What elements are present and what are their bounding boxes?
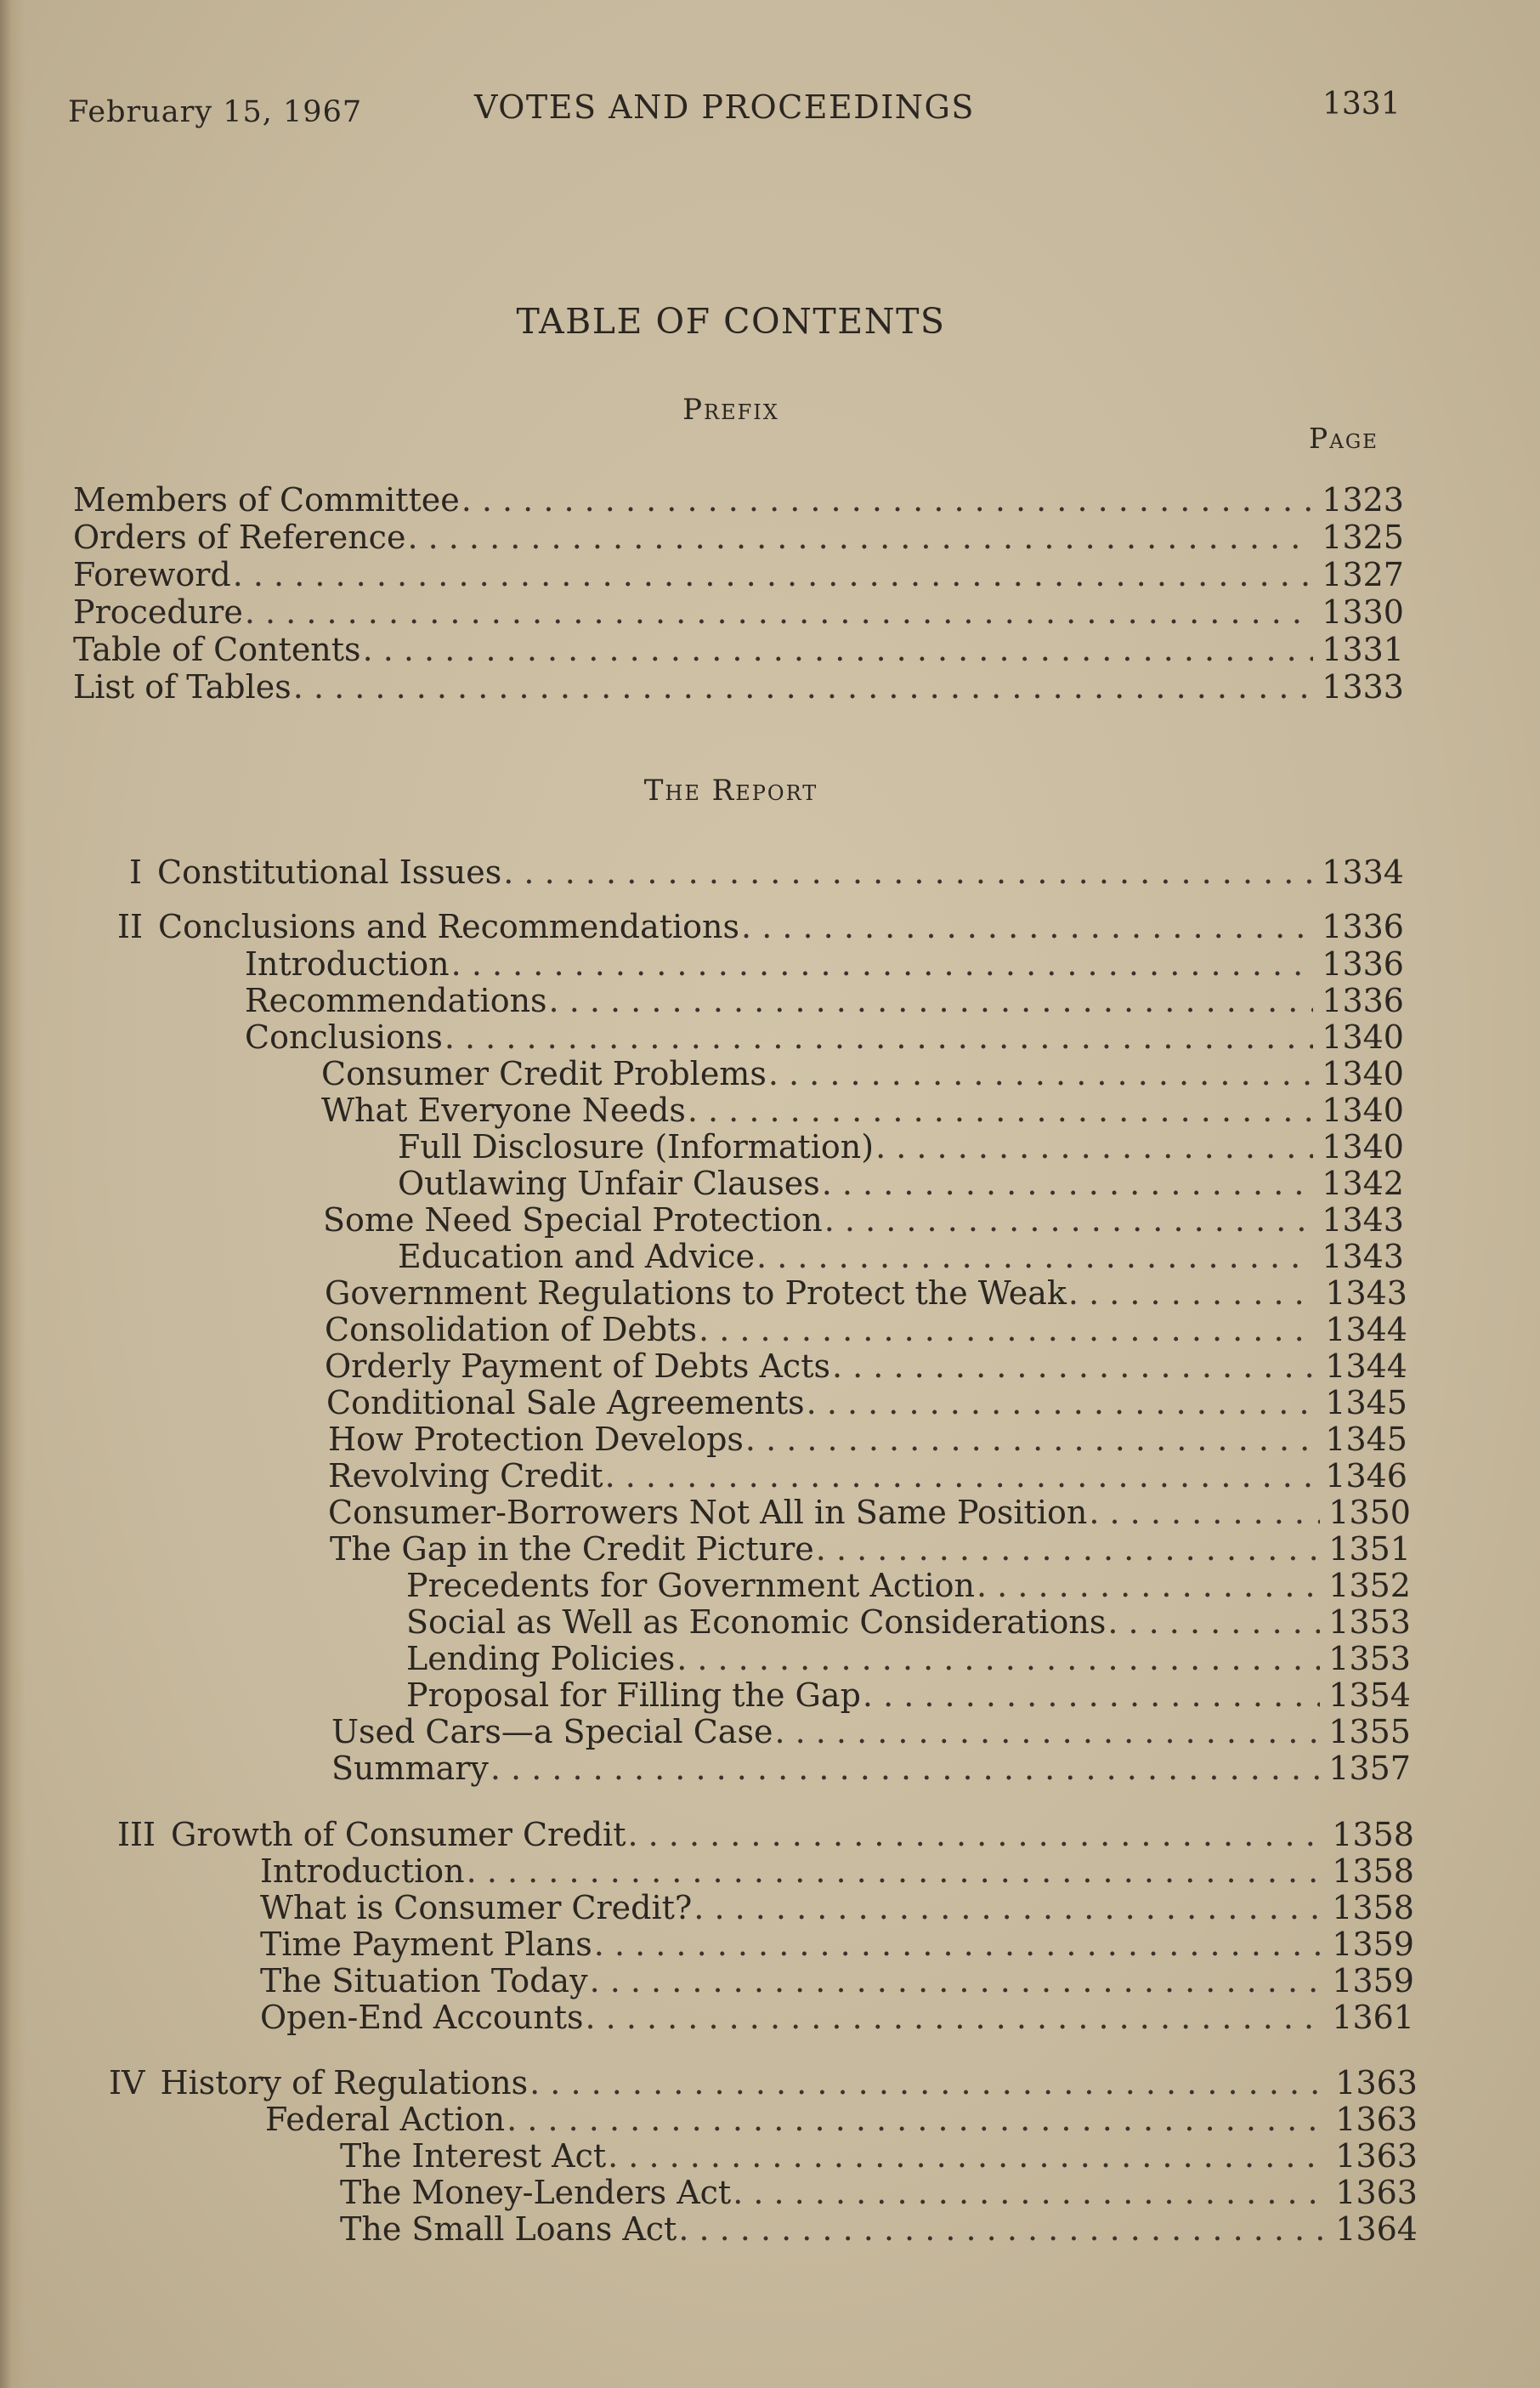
dot-leader: [503, 854, 1313, 891]
entry-label: Open-End Accounts: [260, 1999, 584, 2036]
entry-page-number: 1346: [1325, 1457, 1407, 1495]
report-entry: [406, 1676, 1411, 1714]
dot-leader: [594, 1926, 1324, 1963]
entry-label: Outlawing Unfair Clauses: [398, 1165, 820, 1202]
entry-page-number: 1363: [1335, 2064, 1418, 2102]
entry-page-number: 1354: [1328, 1676, 1411, 1714]
entry-label: Conclusions and Recommendations: [158, 908, 740, 945]
entry-page-number: 1358: [1332, 1889, 1414, 1926]
entry-page-number: 1340: [1322, 1092, 1404, 1129]
report-entry: [325, 1274, 1407, 1312]
dot-leader: [245, 593, 1313, 631]
entry-label: Revolving Credit: [328, 1457, 603, 1495]
header-page-number: 1331: [1322, 87, 1401, 122]
entry-page-number: 1325: [1322, 519, 1404, 556]
entry-page-number: 1352: [1328, 1567, 1411, 1604]
entry-section-number: IV: [109, 2064, 145, 2102]
entry-label: Summary: [331, 1750, 489, 1787]
header-date: February 15, 1967: [68, 95, 363, 129]
dot-leader: [1089, 1494, 1320, 1531]
entry-label: Used Cars—a Special Case: [331, 1713, 773, 1750]
report-entry: [129, 854, 1404, 891]
entry-label: Foreword: [73, 556, 231, 593]
dot-leader: [549, 982, 1314, 1019]
entry-section-number: II: [117, 908, 144, 945]
report-entry: [260, 1852, 1414, 1890]
entry-label: The Situation Today: [260, 1962, 588, 1999]
entry-page-number: 1361: [1332, 1999, 1414, 2036]
entry-page-number: 1343: [1325, 1274, 1407, 1312]
entry-page-number: 1330: [1322, 593, 1404, 631]
entry-label: Members of Committee: [73, 481, 460, 519]
report-entry: [340, 2210, 1418, 2248]
entry-page-number: 1340: [1322, 1128, 1404, 1166]
report-entry: [398, 1128, 1404, 1166]
dot-leader: [407, 519, 1313, 556]
dot-leader: [233, 556, 1314, 593]
dot-leader: [444, 1018, 1313, 1056]
entry-page-number: 1345: [1325, 1384, 1407, 1421]
dot-leader: [741, 908, 1313, 945]
dot-leader: [694, 1889, 1323, 1926]
dot-leader: [699, 1311, 1316, 1348]
dot-leader: [605, 1457, 1317, 1495]
entry-page-number: 1358: [1332, 1852, 1414, 1890]
entry-label: Growth of Consumer Credit: [171, 1816, 626, 1853]
entry-label: Education and Advice: [398, 1238, 756, 1275]
entry-label: Introduction: [260, 1852, 465, 1890]
entry-label: Orderly Payment of Debts Acts: [325, 1347, 830, 1385]
entry-label: Federal Action: [265, 2101, 506, 2138]
dot-leader: [590, 1962, 1324, 1999]
dot-leader: [529, 2064, 1327, 2102]
dot-leader: [733, 2174, 1327, 2211]
dot-leader: [824, 1201, 1314, 1239]
entry-page-number: 1358: [1332, 1816, 1414, 1853]
entry-label: The Money-Lenders Act: [340, 2174, 732, 2211]
entry-label: Procedure: [73, 593, 243, 631]
toc-title: TABLE OF CONTENTS: [516, 301, 946, 342]
report-entry: [117, 1816, 1414, 1853]
entry-page-number: 1343: [1322, 1238, 1404, 1275]
entry-page-number: 1333: [1322, 668, 1404, 706]
dot-leader: [1107, 1603, 1320, 1641]
entry-label: Time Payment Plans: [260, 1926, 592, 1963]
entry-page-number: 1351: [1328, 1530, 1411, 1568]
entry-label: Recommendations: [245, 982, 547, 1019]
entry-label: Consolidation of Debts: [325, 1311, 698, 1348]
entry-label: What Everyone Needs: [321, 1092, 686, 1129]
entry-page-number: 1340: [1322, 1055, 1404, 1092]
entry-label: History of Regulations: [160, 2064, 529, 2102]
prefix-entry: [73, 481, 1404, 519]
entry-page-number: 1345: [1325, 1421, 1407, 1458]
report-entry: [323, 1201, 1404, 1239]
entry-page-number: 1353: [1328, 1603, 1411, 1641]
entry-label: Social as Well as Economic Considerations: [406, 1603, 1107, 1641]
dot-leader: [977, 1567, 1320, 1604]
report-entry: [328, 1421, 1407, 1458]
entry-label: Consumer-Borrowers Not All in Same Position: [328, 1494, 1088, 1531]
dot-leader: [678, 2210, 1327, 2248]
entry-page-number: 1336: [1322, 982, 1404, 1019]
entry-page-number: 1363: [1335, 2101, 1418, 2138]
entry-section-number: I: [129, 854, 143, 891]
entry-label: How Protection Develops: [328, 1421, 744, 1458]
dot-leader: [816, 1530, 1321, 1568]
dot-leader: [363, 631, 1314, 668]
report-entry: [117, 908, 1404, 945]
report-entry: [245, 1018, 1404, 1056]
prefix-heading: Prefix: [682, 393, 779, 427]
entry-page-number: 1340: [1322, 1018, 1404, 1056]
page-column-label: Page: [1309, 422, 1379, 455]
entry-page-number: 1344: [1325, 1311, 1407, 1348]
prefix-entry: [73, 668, 1404, 706]
entry-label: Some Need Special Protection: [323, 1201, 823, 1239]
report-entry: [325, 1347, 1407, 1385]
entry-label: What is Consumer Credit?: [260, 1889, 693, 1926]
dot-leader: [627, 1816, 1323, 1853]
entry-label: The Gap in the Credit Picture: [330, 1530, 814, 1568]
dot-leader: [832, 1347, 1316, 1385]
entry-page-number: 1359: [1332, 1962, 1414, 1999]
dot-leader: [677, 1640, 1320, 1677]
report-entry: [340, 2137, 1418, 2175]
report-entry: [328, 1494, 1411, 1531]
report-entry: [245, 945, 1404, 983]
entry-page-number: 1342: [1322, 1165, 1404, 1202]
report-entry: [326, 1384, 1407, 1421]
dot-leader: [756, 1238, 1313, 1275]
entry-page-number: 1353: [1328, 1640, 1411, 1677]
entry-label: Precedents for Government Action: [406, 1567, 975, 1604]
entry-label: Conclusions: [245, 1018, 443, 1056]
dot-leader: [490, 1750, 1320, 1787]
dot-leader: [608, 2137, 1327, 2175]
report-entry: [260, 1962, 1414, 1999]
report-entry: [330, 1530, 1411, 1568]
entry-label: Introduction: [245, 945, 450, 983]
dot-leader: [768, 1055, 1313, 1092]
dot-leader: [461, 481, 1314, 519]
report-entry: [340, 2174, 1418, 2211]
entry-page-number: 1327: [1322, 556, 1404, 593]
dot-leader: [451, 945, 1314, 983]
report-entry: [331, 1750, 1411, 1787]
entry-label: Proposal for Filling the Gap: [406, 1676, 861, 1714]
report-entry: [406, 1603, 1411, 1641]
entry-label: List of Tables: [73, 668, 292, 706]
report-entry: [331, 1713, 1411, 1750]
prefix-entry: [73, 519, 1404, 556]
report-entry: [406, 1567, 1411, 1604]
entry-section-number: III: [117, 1816, 156, 1853]
dot-leader: [863, 1676, 1320, 1714]
entry-page-number: 1331: [1322, 631, 1404, 668]
entry-page-number: 1336: [1322, 945, 1404, 983]
entry-page-number: 1334: [1322, 854, 1404, 891]
report-entry: [325, 1311, 1407, 1348]
entry-label: Full Disclosure (Information): [398, 1128, 875, 1166]
entry-label: Conditional Sale Agreements: [326, 1384, 805, 1421]
report-entry: [398, 1165, 1404, 1202]
report-entry: [398, 1238, 1404, 1275]
entry-page-number: 1343: [1322, 1201, 1404, 1239]
entry-label: Government Regulations to Protect the Weak: [325, 1274, 1067, 1312]
report-entry: [245, 982, 1404, 1019]
entry-label: Table of Contents: [73, 631, 361, 668]
entry-page-number: 1355: [1328, 1713, 1411, 1750]
prefix-entry: [73, 593, 1404, 631]
dot-leader: [467, 1852, 1324, 1890]
entry-page-number: 1350: [1328, 1494, 1411, 1531]
dot-leader: [586, 1999, 1324, 2036]
dot-leader: [822, 1165, 1314, 1202]
entry-page-number: 1363: [1335, 2137, 1418, 2175]
report-heading: The Report: [643, 774, 818, 808]
report-entry: [321, 1092, 1404, 1129]
report-entry: [406, 1640, 1411, 1677]
entry-label: Constitutional Issues: [157, 854, 502, 891]
dot-leader: [745, 1421, 1316, 1458]
entry-label: Lending Policies: [406, 1640, 676, 1677]
report-entry: [265, 2101, 1418, 2138]
entry-label: Consumer Credit Problems: [321, 1055, 767, 1092]
report-entry: [260, 1926, 1414, 1963]
entry-page-number: 1364: [1335, 2210, 1418, 2248]
header-title: VOTES AND PROCEEDINGS: [474, 88, 975, 126]
entry-label: Orders of Reference: [73, 519, 406, 556]
prefix-entry: [73, 631, 1404, 668]
dot-leader: [507, 2101, 1327, 2138]
dot-leader: [774, 1713, 1320, 1750]
prefix-entry: [73, 556, 1404, 593]
report-entry: [109, 2064, 1418, 2102]
entry-label: The Interest Act: [340, 2137, 607, 2175]
dot-leader: [807, 1384, 1317, 1421]
report-entry: [260, 1889, 1414, 1926]
entry-page-number: 1363: [1335, 2174, 1418, 2211]
report-entry: [328, 1457, 1407, 1495]
entry-page-number: 1357: [1328, 1750, 1411, 1787]
entry-page-number: 1344: [1325, 1347, 1407, 1385]
entry-page-number: 1336: [1322, 908, 1404, 945]
dot-leader: [293, 668, 1314, 706]
dot-leader: [875, 1128, 1313, 1166]
report-entry: [260, 1999, 1414, 2036]
dot-leader: [1068, 1274, 1316, 1312]
entry-page-number: 1359: [1332, 1926, 1414, 1963]
entry-label: The Small Loans Act: [340, 2210, 677, 2248]
report-entry: [321, 1055, 1404, 1092]
dot-leader: [688, 1092, 1313, 1129]
entry-page-number: 1323: [1322, 481, 1404, 519]
